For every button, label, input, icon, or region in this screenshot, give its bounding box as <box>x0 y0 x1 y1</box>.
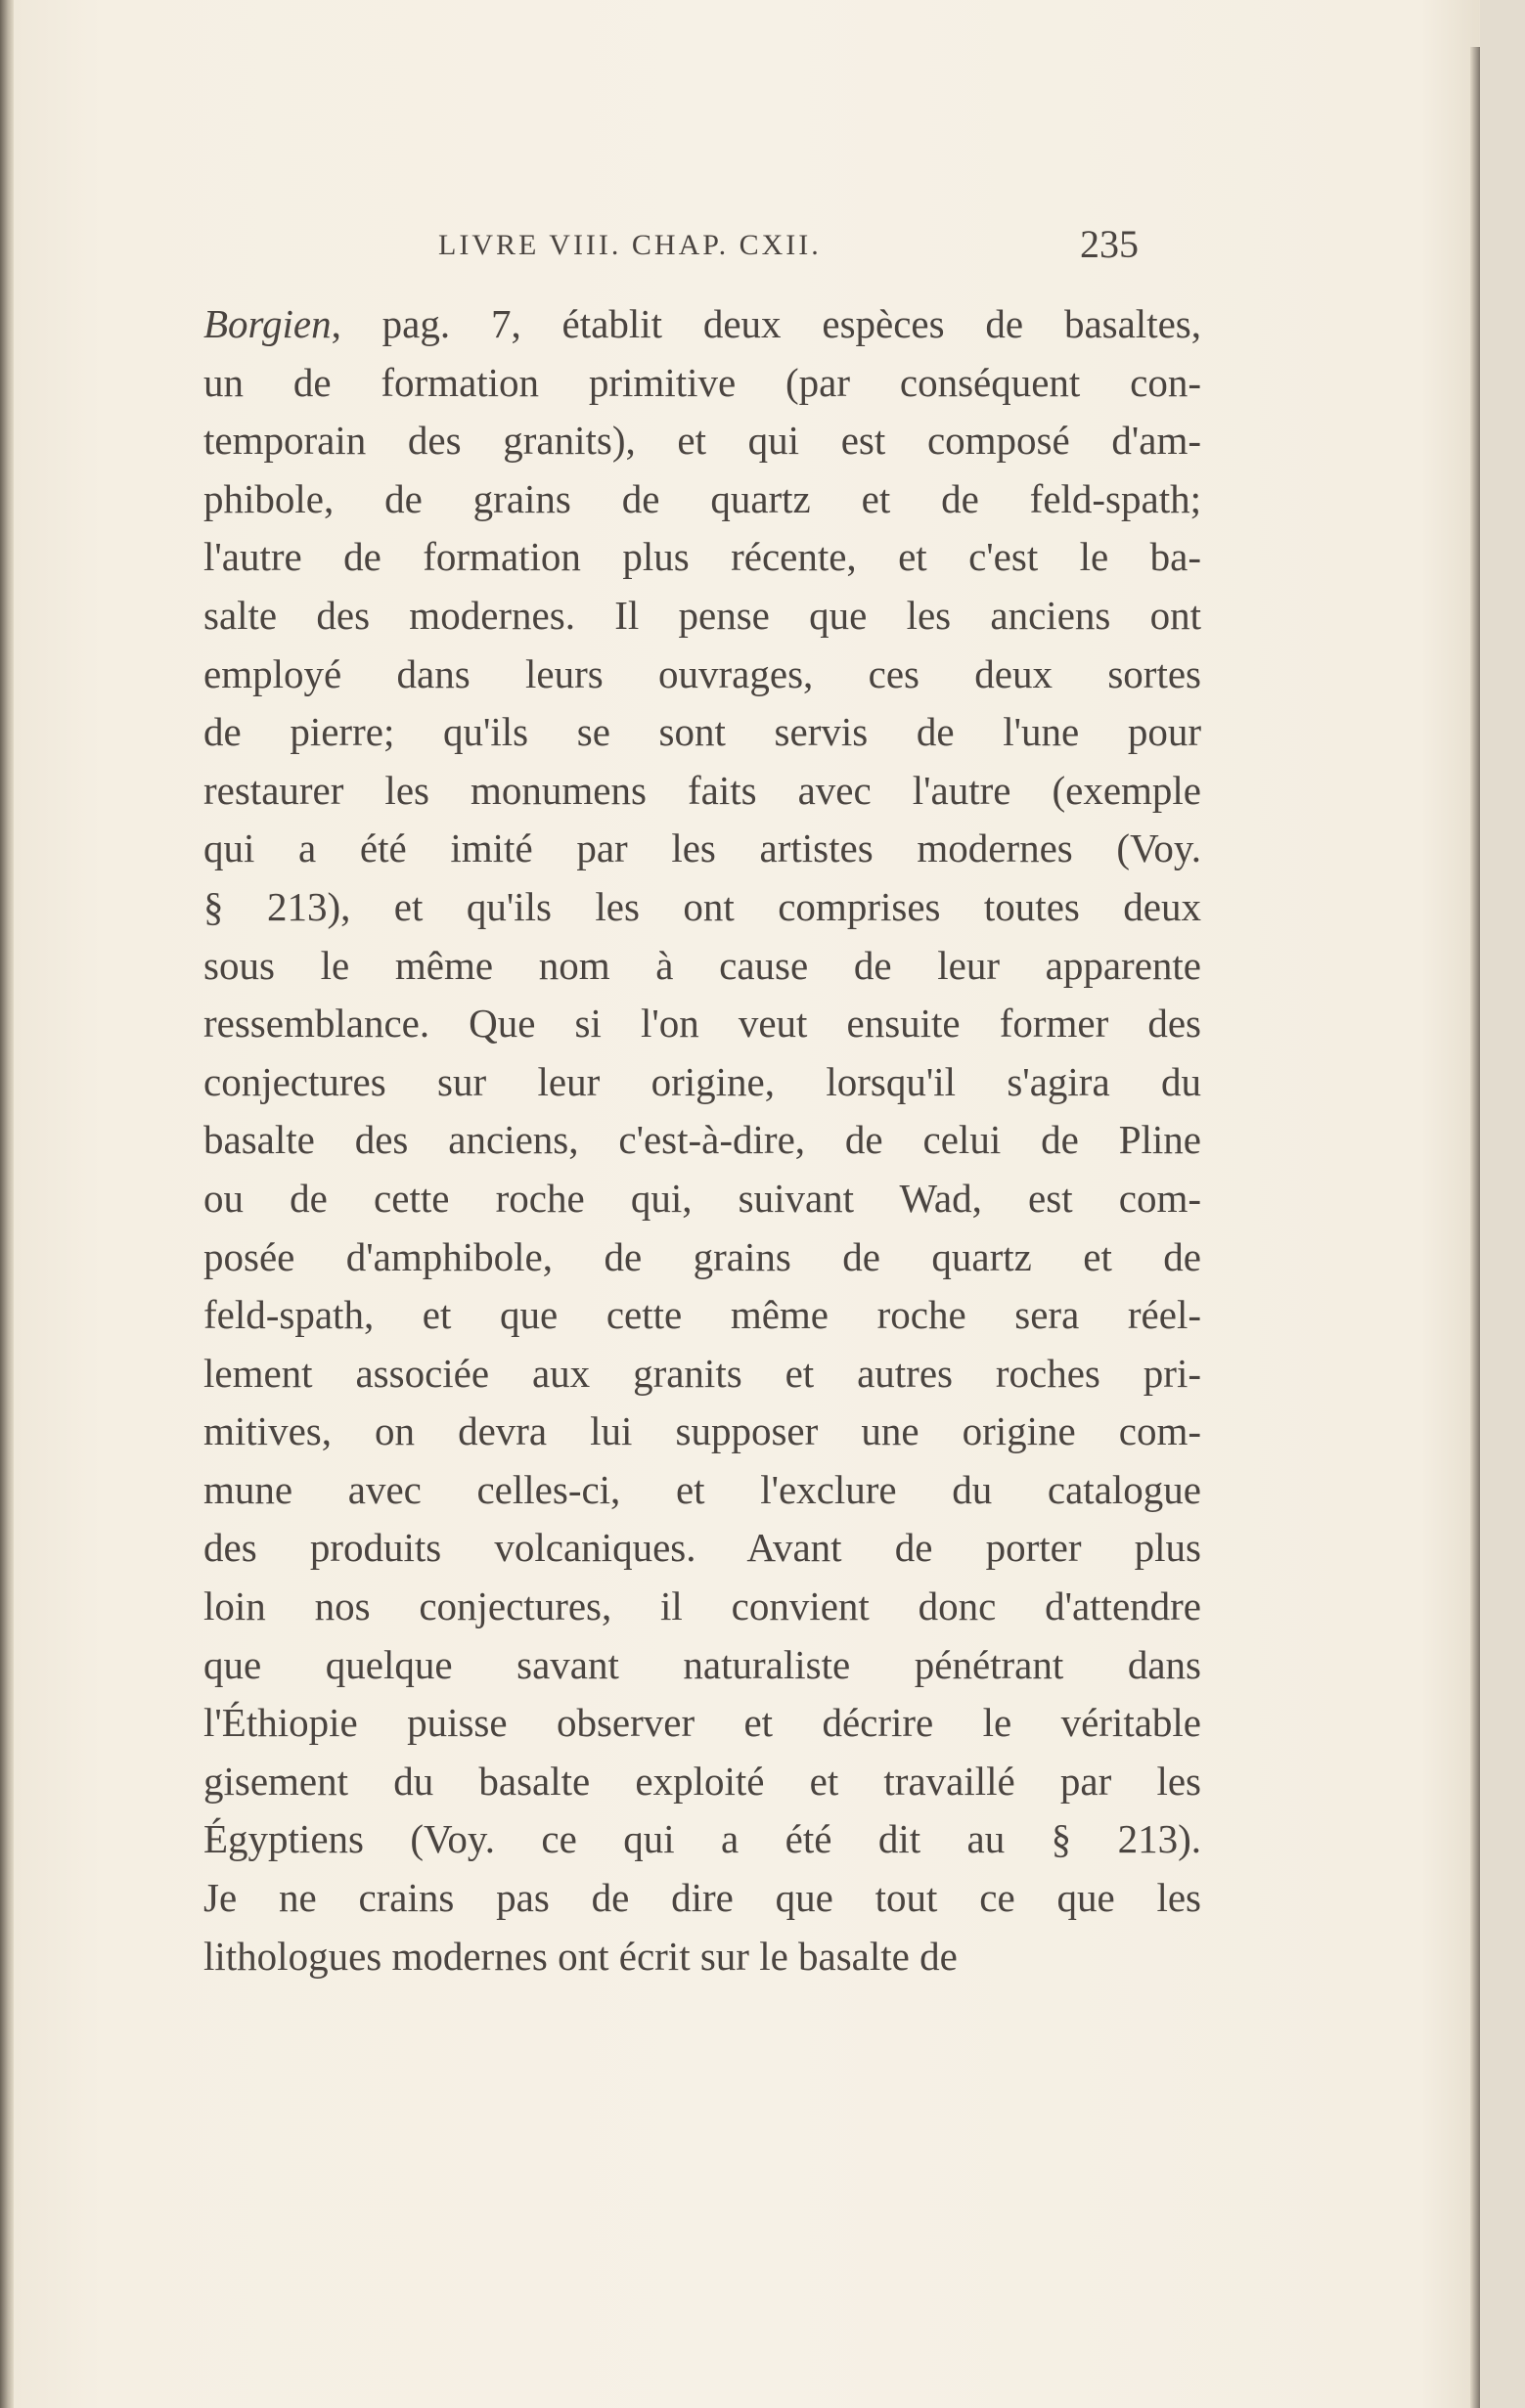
text-line: gisement du basalte exploité et travaillé par les <box>203 1758 1201 1804</box>
text-line: salte des modernes. Il pense que les anciens ont <box>203 592 1201 638</box>
text-line: des produits volcaniques. Avant de porter plus <box>203 1525 1201 1571</box>
text-line: restaurer les monumens faits avec l'autre (exemple <box>203 767 1201 813</box>
running-title: LIVRE VIII. CHAP. CXII. <box>438 229 822 261</box>
text-line: Borgien, pag. 7, établit deux espèces de basaltes, <box>203 301 1201 346</box>
text-line: lithologues modernes ont écrit sur le basalte de <box>203 1933 958 1979</box>
text-line: de pierre; qu'ils se sont servis de l'une pour <box>203 709 1201 755</box>
text-line: basalte des anciens, c'est-à-dire, de celui de Pline <box>203 1117 1201 1163</box>
text-line: un de formation primitive (par conséquent con- <box>203 359 1201 405</box>
page-edge-shadow <box>1470 47 1480 2408</box>
text-line: feld-spath, et que cette même roche sera réel- <box>203 1292 1201 1338</box>
text-line: conjectures sur leur origine, lorsqu'il s'agira du <box>203 1058 1201 1104</box>
page-header <box>0 222 1525 288</box>
text-line: temporain des granits), et qui est composé d'am- <box>203 418 1201 464</box>
text-line: employé dans leurs ouvrages, ces deux sortes <box>203 650 1201 696</box>
book-gutter <box>0 0 14 2408</box>
italic-word: Borgien <box>203 301 332 346</box>
text-line: qui a été imité par les artistes modernes (Voy. <box>203 825 1201 871</box>
text-line: posée d'amphibole, de grains de quartz et de <box>203 1233 1201 1279</box>
scan-backdrop <box>1480 0 1525 2408</box>
text-line: phibole, de grains de quartz et de feld-spath; <box>203 475 1201 521</box>
text-line: ressemblance. Que si l'on veut ensuite former des <box>203 1001 1201 1047</box>
text-line: l'Éthiopie puisse observer et décrire le véritable <box>203 1700 1201 1746</box>
text-line: mune avec celles-ci, et l'exclure du catalogue <box>203 1466 1201 1512</box>
text-line: lement associée aux granits et autres roches pri- <box>203 1350 1201 1396</box>
text-line: que quelque savant naturaliste pénétrant dans <box>203 1641 1201 1687</box>
text-line: § 213), et qu'ils les ont comprises toutes deux <box>203 883 1201 929</box>
page-number: 235 <box>1080 222 1139 266</box>
text-line: Égyptiens (Voy. ce qui a été dit au § 213). <box>203 1816 1201 1862</box>
text-line: loin nos conjectures, il convient donc d'attendre <box>203 1583 1201 1629</box>
text-line: sous le même nom à cause de leur apparente <box>203 942 1201 988</box>
text-line: l'autre de formation plus récente, et c'est le ba- <box>203 534 1201 580</box>
text-line: Je ne crains pas de dire que tout ce que les <box>203 1875 1201 1921</box>
text-line: mitives, on devra lui supposer une origine com- <box>203 1408 1201 1454</box>
text-line: ou de cette roche qui, suivant Wad, est com- <box>203 1175 1201 1221</box>
body-text <box>203 295 1201 1985</box>
